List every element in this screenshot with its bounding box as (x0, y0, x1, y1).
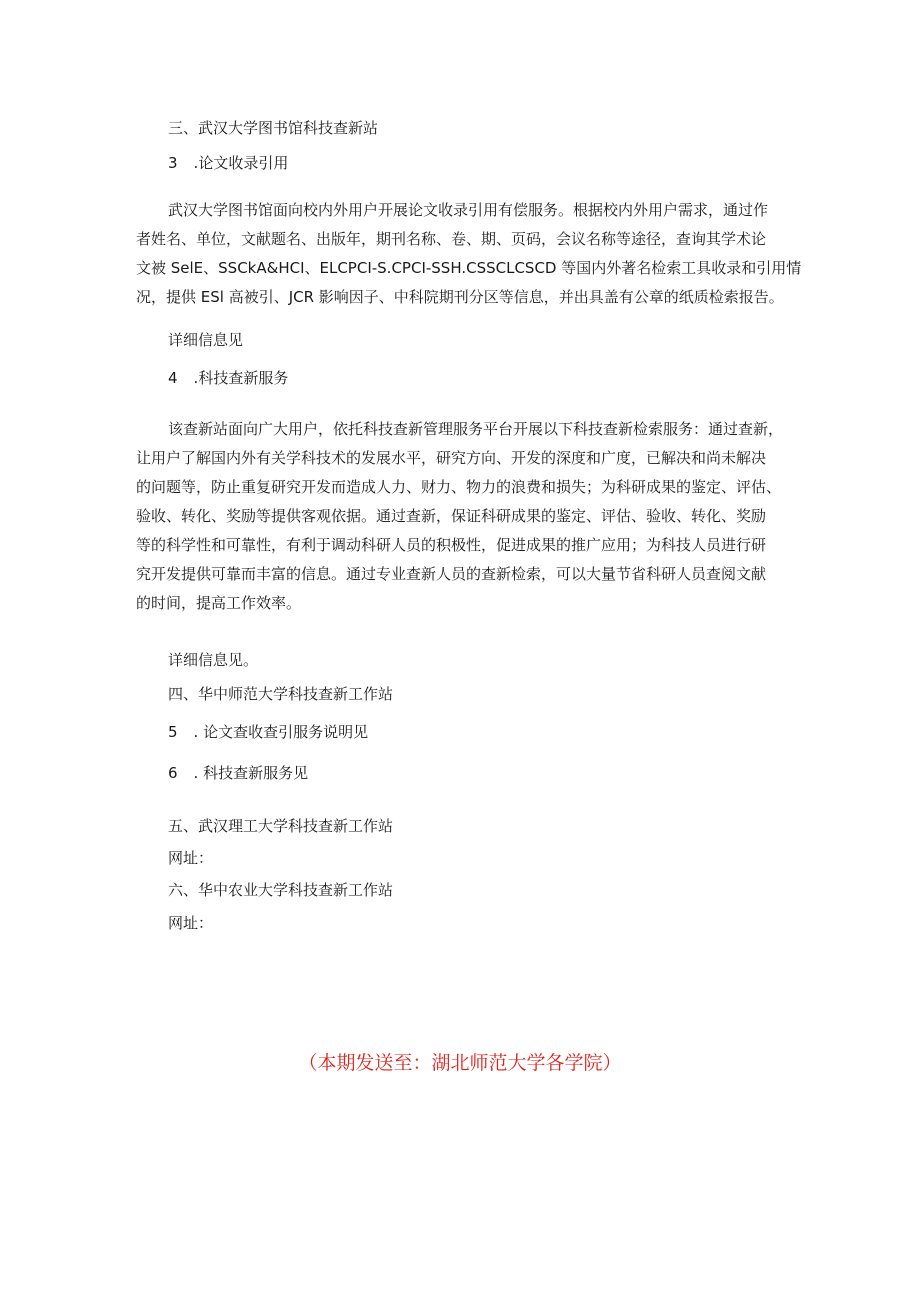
paragraph-line: 该查新站面向广大用户，依托科技查新管理服务平台开展以下科技查新检索服务：通过查新， (168, 420, 784, 438)
paragraph-line: 等的科学性和可靠性，有利于调动科研人员的积极性，促进成果的推广应用；为科技人员进行研 (136, 536, 767, 554)
list-item-4 (168, 368, 288, 388)
detail-info-text: 详细信息见 (168, 331, 244, 349)
list-number: 3 (168, 154, 178, 172)
detail-info-text: 详细信息见。 (168, 651, 259, 669)
list-item-label: .科技查新服务 (193, 369, 289, 387)
list-item-6 (168, 763, 308, 783)
section-heading-5: 五、武汉理工大学科技查新工作站 (168, 817, 394, 835)
paragraph-line: 验收、转化、奖励等提供客观依据。通过查新，保证科研成果的鉴定、评估、验收、转化、奖励 (136, 507, 767, 525)
url-label: 网址： (168, 914, 214, 932)
list-number: 6 (168, 764, 178, 782)
paragraph-novelty-search-service (136, 415, 796, 618)
url-label: 网址： (168, 849, 214, 867)
paragraph-line: 者姓名、单位，文献题名、出版年，期刊名称、卷、期、页码，会议名称等途径，查询其学术论 (136, 230, 767, 248)
section-heading-4: 四、华中师范大学科技查新工作站 (168, 685, 394, 703)
paragraph-line: 究开发提供可靠而丰富的信息。通过专业查新人员的查新检索，可以大量节省科研人员查阅文献 (136, 565, 767, 583)
paragraph-line: 文被 SelE、SSCkA&HCI、ELCPCI-S.CPCI-SSH.CSSCLCSCD 等国内外著名检索工具收录和引用情 (136, 259, 802, 277)
paragraph-line: 武汉大学图书馆面向校内外用户开展论文收录引用有偿服务。根据校内外用户需求，通过作 (168, 201, 769, 219)
paragraph-line: 况，提供 ESl 高被引、JCR 影响因子、中科院期刊分区等信息，并出具盖有公章的纸质检索报告。 (136, 288, 784, 306)
list-item-label: .论文收录引用 (193, 154, 289, 172)
list-number: 5 (168, 723, 178, 741)
list-item-label: . 论文查收查引服务说明见 (193, 723, 369, 741)
list-number: 4 (168, 369, 178, 387)
list-item-3 (168, 153, 288, 173)
paragraph-line: 让用户了解国内外有关学科技术的发展水平，研究方向、开发的深度和广度，已解决和尚未解决 (136, 449, 767, 467)
paragraph-citation-service (136, 196, 802, 312)
section-heading-6: 六、华中农业大学科技查新工作站 (168, 881, 394, 899)
list-item-5 (168, 722, 368, 742)
section-heading-3: 三、武汉大学图书馆科技查新站 (168, 119, 379, 137)
distribution-note: （本期发送至：湖北师范大学各学院） (298, 1052, 622, 1074)
paragraph-line: 的时间，提高工作效率。 (136, 594, 302, 612)
list-item-label: . 科技查新服务见 (193, 764, 309, 782)
paragraph-line: 的问题等，防止重复研究开发而造成人力、财力、物力的浪费和损失；为科研成果的鉴定、评估、 (136, 478, 782, 496)
